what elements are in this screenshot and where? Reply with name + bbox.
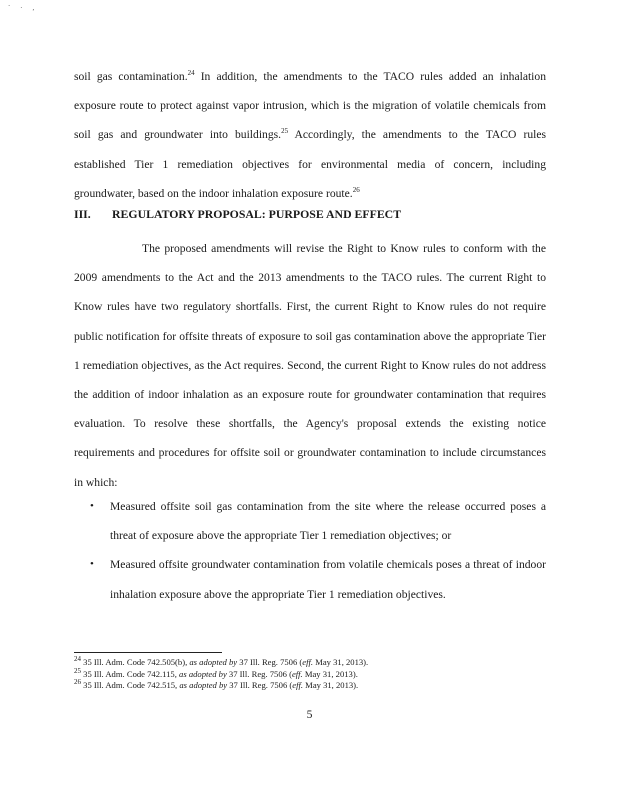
paragraph-tier1-exposure	[74, 62, 546, 208]
footnote-ref-25: 25	[281, 127, 289, 136]
footnote-adopted: as adopted by	[179, 680, 228, 691]
paragraph1-text-a: soil gas contamination.	[74, 70, 188, 83]
footnote-date: May 31, 2013).	[303, 680, 359, 691]
bullet-item-soil-gas	[90, 492, 546, 550]
scan-corner-mark: ` · ‚	[8, 4, 39, 12]
footnote-25	[74, 666, 554, 681]
footnote-reg: 37 Ill. Reg. 7506 (	[227, 680, 293, 691]
page-number: 5	[306, 708, 313, 721]
bullet-text: Measured offsite groundwater contamination from volatile chemicals poses a threat of indoor inhalation exposure above the appropriate Tier 1 remediation objectives.	[110, 558, 546, 601]
footnotes	[74, 657, 554, 692]
footnote-number: 26	[74, 678, 81, 687]
footnote-26	[74, 680, 554, 692]
footnote-eff: eff.	[292, 680, 304, 691]
bullet-list	[90, 492, 546, 609]
footnote-eff: eff.	[291, 668, 303, 679]
footnote-eff: eff.	[302, 657, 314, 667]
footnote-reg: 37 Ill. Reg. 7506 (	[226, 668, 292, 679]
footnote-number: 24	[74, 655, 81, 664]
bullet-text: Measured offsite soil gas contamination from the site where the release occurred poses a threat of exposure above the appropriate Tier 1 remediation objectives; or	[110, 500, 546, 543]
paragraph1-text-b: In addition, the amendments to the TACO rules added an inhalation exposure route to protect against vapor intrusion, which is the migration of volatile chemicals from soil gas and groundwater into buildings.	[74, 70, 546, 142]
bullet-icon: •	[90, 500, 94, 512]
footnote-date: May 31, 2013).	[313, 657, 369, 667]
footnote-reg: 37 Ill. Reg. 7506 (	[237, 657, 303, 667]
footnote-date: May 31, 2013).	[302, 668, 358, 679]
footnote-adopted: as adopted by	[179, 668, 227, 679]
footnote-code: 35 Ill. Adm. Code 742.515,	[81, 680, 180, 691]
paragraph1-text-c: Accordingly, the amendments to the TACO rules established Tier 1 remediation objectives for environmental media of concern, including groundwater, based on the indoor inhalation exposure route.	[74, 128, 547, 200]
section-title: REGULATORY PROPOSAL: PURPOSE AND EFFECT	[112, 207, 402, 221]
footnote-ref-24: 24	[187, 69, 195, 78]
section-number: III.	[74, 207, 91, 221]
footnote-divider	[74, 652, 222, 653]
footnote-adopted: as adopted by	[189, 657, 238, 667]
bullet-item-groundwater	[90, 550, 546, 608]
footnote-code: 35 Ill. Adm. Code 742.505(b),	[81, 657, 190, 667]
footnote-24	[74, 657, 554, 669]
footnote-number: 25	[74, 666, 81, 675]
paragraph-proposal: The proposed amendments will revise the Right to Know rules to conform with the 2009 amendments to the Act and the 2013 amendments to the TACO rules. The current Right to Know rules have two regulatory shortfalls. First, the current Right to Know rules do not require public notification for offsite threats of exposure to soil gas contamination above the appropriate Tier 1 remediation objectives, as the Act requires. Second, the current Right to Know rules do not address the addition of indoor inhalation as an exposure route for groundwater contamination that requires evaluation. To resolve these shortfalls, the Agency's proposal extends the existing notice requirements and procedures for offsite soil or groundwater contamination to include circumstances in which:	[74, 242, 546, 489]
footnote-code: 35 Ill. Adm. Code 742.115,	[81, 668, 180, 679]
bullet-icon: •	[90, 558, 94, 571]
section-heading	[74, 207, 401, 222]
footnote-ref-26: 26	[352, 185, 360, 194]
